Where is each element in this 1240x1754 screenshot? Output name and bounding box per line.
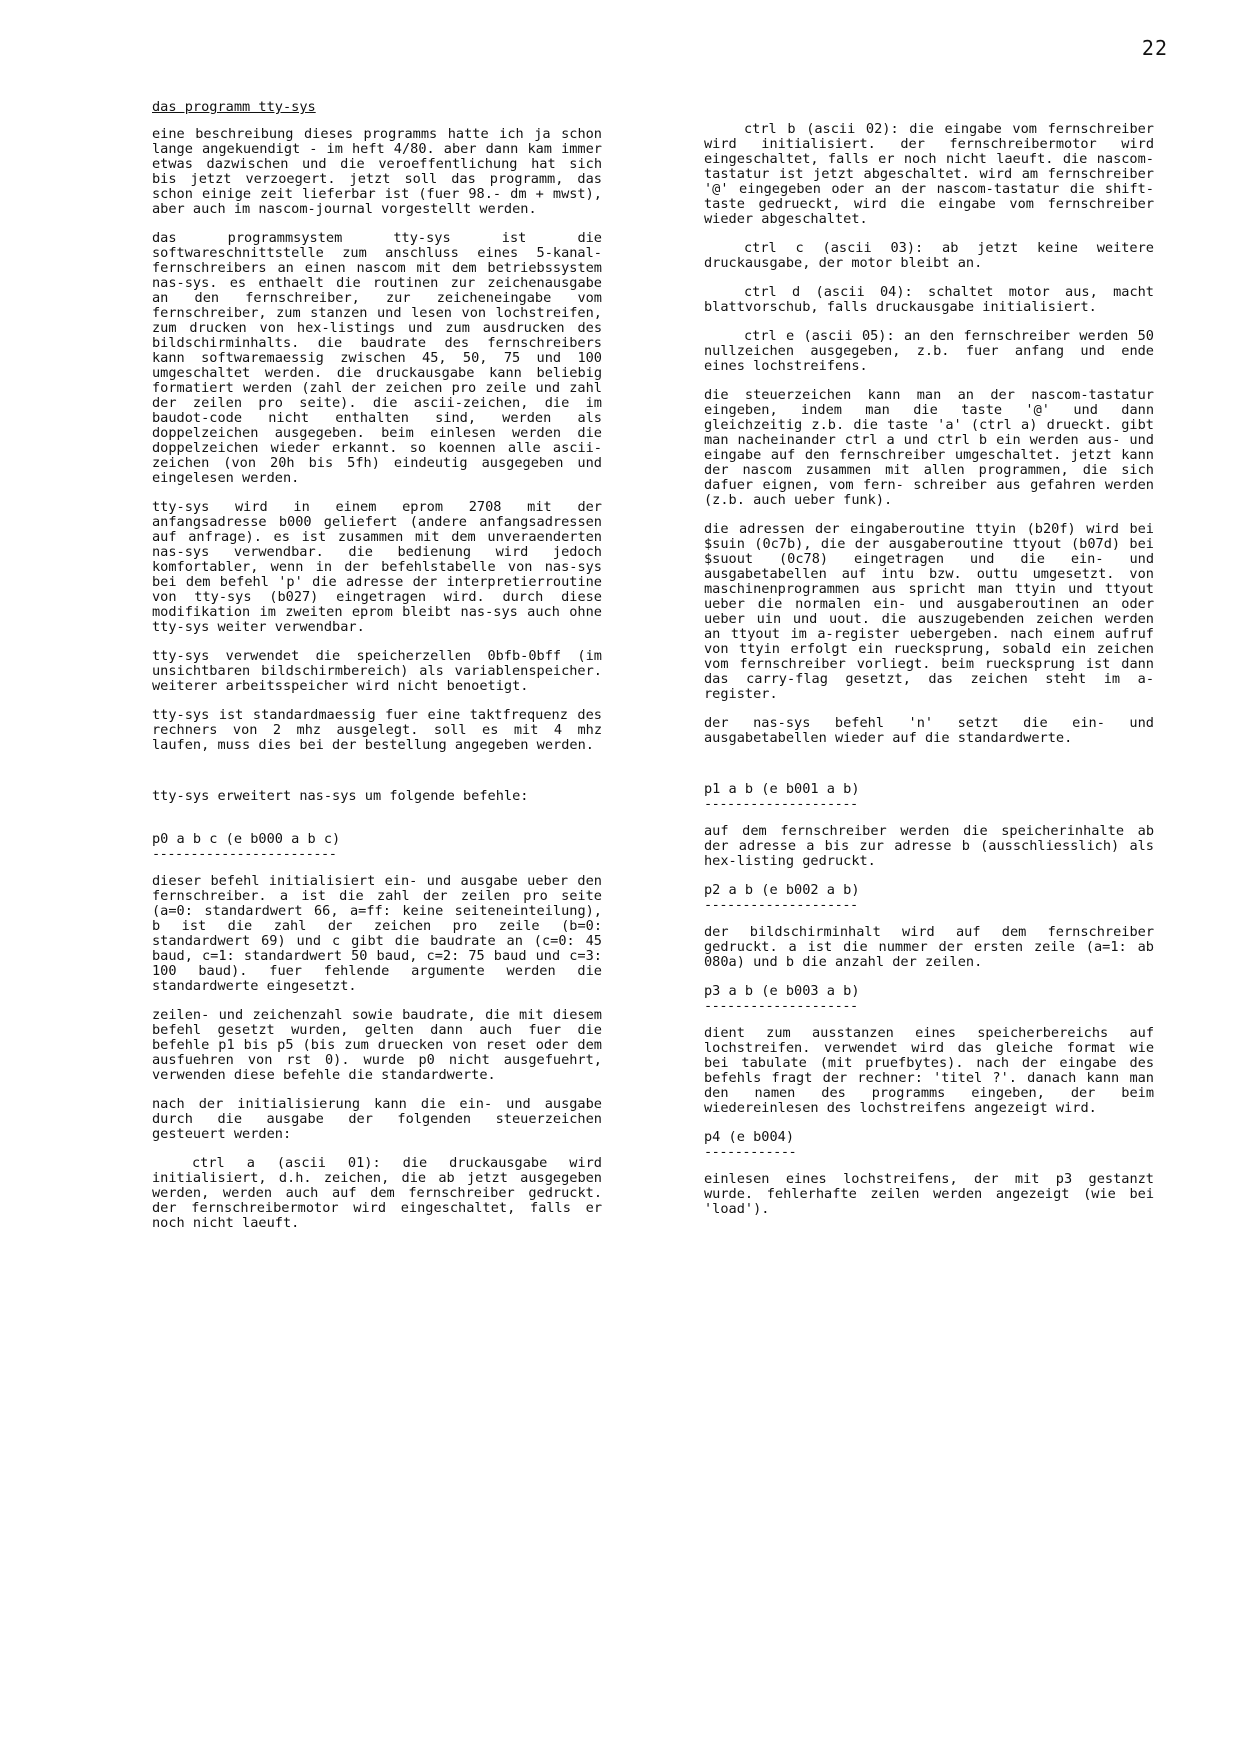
paragraph: ctrl a (ascii 01): die druckausgabe wird initialisiert, d.h. zeichen, die ab jetzt ausgegeben werden, werden auch auf dem fernschreiber gedruckt. der fernschreibermotor wird eingeschaltet, falls er noch nicht laeuft. bbox=[152, 1155, 602, 1231]
paragraph: zeilen- und zeichenzahl sowie baudrate, die mit diesem befehl gesetzt wurden, gelten dann auch fuer die befehle p1 bis p5 (bis zum druecken von reset oder dem ausfuehren von rst 0). wurde p0 nicht ausgefuehrt, verwenden diese befehle die standardwerte. bbox=[152, 1007, 602, 1083]
command-p2 bbox=[704, 883, 1154, 913]
command-p0 bbox=[152, 832, 602, 862]
paragraph: dient zum ausstanzen eines speicherbereichs auf lochstreifen. verwendet wird das gleiche format wie bei tabulate (mit pruefbytes). nach der eingabe des befehls fragt der rechner: 'titel ?'. danach kann man den namen des programms eingeben, der beim wiedereinlesen des lochstreifens angezeigt wird. bbox=[704, 1025, 1154, 1116]
paragraph: ctrl e (ascii 05): an den fernschreiber werden 50 nullzeichen ausgegeben, z.b. fuer anfang und ende eines lochstreifens. bbox=[704, 328, 1154, 374]
command-heading: p2 a b (e b002 a b) bbox=[704, 882, 860, 898]
paragraph: der bildschirminhalt wird auf dem fernschreiber gedruckt. a ist die nummer der ersten zeile (a=1: ab 080a) und b die anzahl der zeilen. bbox=[704, 924, 1154, 970]
paragraph: tty-sys verwendet die speicherzellen 0bfb-0bff (im unsichtbaren bildschirmbereich) als variablenspeicher. weiterer arbeitsspeicher wird nicht benoetigt. bbox=[152, 648, 602, 694]
heading-underline: -------------------- bbox=[704, 898, 858, 913]
command-heading: p0 a b c (e b000 a b c) bbox=[152, 831, 341, 847]
heading-underline: -------------------- bbox=[704, 999, 858, 1014]
paragraph: tty-sys ist standardmaessig fuer eine taktfrequenz des rechners von 2 mhz ausgelegt. soll es mit 4 mhz laufen, muss dies bei der bestellung angegeben werden. bbox=[152, 707, 602, 753]
paragraph: ctrl b (ascii 02): die eingabe vom fernschreiber wird initialisiert. der fernschreibermotor wird eingeschaltet, falls er noch nicht laeuft. die nascom-tastatur ist jetzt abgeschaltet. wird am fernschreiber '@' eingegeben oder an der nascom-tastatur die shift-taste gedrueckt, wird die eingabe vom fernschreiber wieder abgeschaltet. bbox=[704, 121, 1154, 227]
heading-underline: ------------ bbox=[704, 1145, 797, 1160]
command-heading: p1 a b (e b001 a b) bbox=[704, 781, 860, 797]
heading-underline: -------------------- bbox=[704, 797, 858, 812]
left-column bbox=[152, 100, 602, 1245]
paragraph: tty-sys erweitert nas-sys um folgende befehle: bbox=[152, 788, 529, 804]
heading-underline: ------------------------ bbox=[152, 847, 337, 862]
paragraph: eine beschreibung dieses programms hatte ich ja schon lange angekuendigt - im heft 4/80. aber dann kam immer etwas dazwischen und die veroeffentlichung hat sich bis jetzt verzoegert. jetzt soll das programm, das schon einige zeit lieferbar ist (fuer 98.- dm + mwst), aber auch im nascom-journal vorgestellt werden. bbox=[152, 126, 602, 217]
paragraph: ctrl c (ascii 03): ab jetzt keine weitere druckausgabe, der motor bleibt an. bbox=[704, 240, 1154, 271]
paragraph: der nas-sys befehl 'n' setzt die ein- und ausgabetabellen wieder auf die standardwerte. bbox=[704, 715, 1154, 746]
paragraph: einlesen eines lochstreifens, der mit p3 gestanzt wurde. fehlerhafte zeilen werden angezeigt (wie bei 'load'). bbox=[704, 1171, 1154, 1217]
command-p3 bbox=[704, 984, 1154, 1014]
article-title: das programm tty-sys bbox=[152, 99, 316, 115]
paragraph: ctrl d (ascii 04): schaltet motor aus, macht blattvorschub, falls druckausgabe initialisiert. bbox=[704, 284, 1154, 315]
paragraph: das programmsystem tty-sys ist die softwareschnittstelle zum anschluss eines 5-kanal-fernschreibers an einen nascom mit dem betriebssystem nas-sys. es enthaelt die routinen zur zeichenausgabe an den fernschreiber, zur zeicheneingabe vom fernschreiber, zum stanzen und lesen von lochstreifen, zum drucken von hex-listings und zum ausdrucken des bildschirminhalts. die baudrate des fernschreibers kann softwaremaessig zwischen 45, 50, 75 und 100 umgeschaltet werden. die druckausgabe kann beliebig formatiert werden (zahl der zeichen pro zeile und zahl der zeilen pro seite). die ascii-zeichen, die im baudot-code nicht enthalten sind, werden als doppelzeichen ausgegeben. beim einlesen werden die doppelzeichen wieder erkannt. so koennen alle ascii-zeichen (von 20h bis 5fh) eindeutig ausgegeben und eingelesen werden. bbox=[152, 230, 602, 486]
paragraph: die steuerzeichen kann man an der nascom-tastatur eingeben, indem man die taste '@' und dann gleichzeitig z.b. die taste 'a' (ctrl a) drueckt. gibt man nacheinander ctrl a und ctrl b ein werden aus- und eingabe auf den fernschreiber umgeschaltet. jetzt kann der nascom zusammen mit allen programmen, die sich dafuer eignen, vom fern- schreiber aus gefahren werden (z.b. auch ueber funk). bbox=[704, 387, 1154, 508]
command-heading: p4 (e b004) bbox=[704, 1129, 795, 1145]
command-heading: p3 a b (e b003 a b) bbox=[704, 983, 860, 999]
paragraph: nach der initialisierung kann die ein- und ausgabe durch die ausgabe der folgenden steuerzeichen gesteuert werden: bbox=[152, 1096, 602, 1142]
command-p4 bbox=[704, 1130, 1154, 1160]
paragraph: tty-sys wird in einem eprom 2708 mit der anfangsadresse b000 geliefert (andere anfangsadressen auf anfrage). es ist zusammen mit dem unveraenderten nas-sys verwendbar. die bedienung wird jedoch komfortabler, wenn in der befehlstabelle von nas-sys bei dem befehl 'p' die adresse der interpretierroutine von tty-sys (b027) eingetragen wird. durch diese modifikation im zweiten eprom bleibt nas-sys auch ohne tty-sys weiter verwendbar. bbox=[152, 499, 602, 635]
page-number: 22 bbox=[1141, 36, 1168, 60]
paragraph: auf dem fernschreiber werden die speicherinhalte ab der adresse a bis zur adresse b (ausschliesslich) als hex-listing gedruckt. bbox=[704, 823, 1154, 869]
paragraph: die adressen der eingaberoutine ttyin (b20f) wird bei $suin (0c7b), die der ausgaberoutine ttyout (b07d) bei $suout (0c78) eingetragen und die ein- und ausgabetabellen auf intu bzw. outtu umgesetzt. von maschinenprogrammen aus spricht man ttyin und ttyout ueber die normalen ein- und ausgaberoutinen an oder ueber uin und uout. die auszugebenden zeichen werden an ttyout im a-register uebergeben. nach einem aufruf von ttyin erfolgt ein ruecksprung, sobald ein zeichen vom fernschreiber vorliegt. beim ruecksprung ist dann das carry-flag gesetzt, das zeichen steht im a-register. bbox=[704, 521, 1154, 702]
right-column bbox=[704, 100, 1154, 1231]
command-p1 bbox=[704, 782, 1154, 812]
paragraph: dieser befehl initialisiert ein- und ausgabe ueber den fernschreiber. a ist die zahl der zeilen pro seite (a=0: standardwert 66, a=ff: keine seiteneinteilung), b ist die zahl der zeichen pro zeile (b=0: standardwert 69) und c gibt die baudrate an (c=0: 45 baud, c=1: standardwert 50 baud, c=2: 75 baud und c=3: 100 baud). fuer fehlende argumente werden die standardwerte eingesetzt. bbox=[152, 873, 602, 994]
